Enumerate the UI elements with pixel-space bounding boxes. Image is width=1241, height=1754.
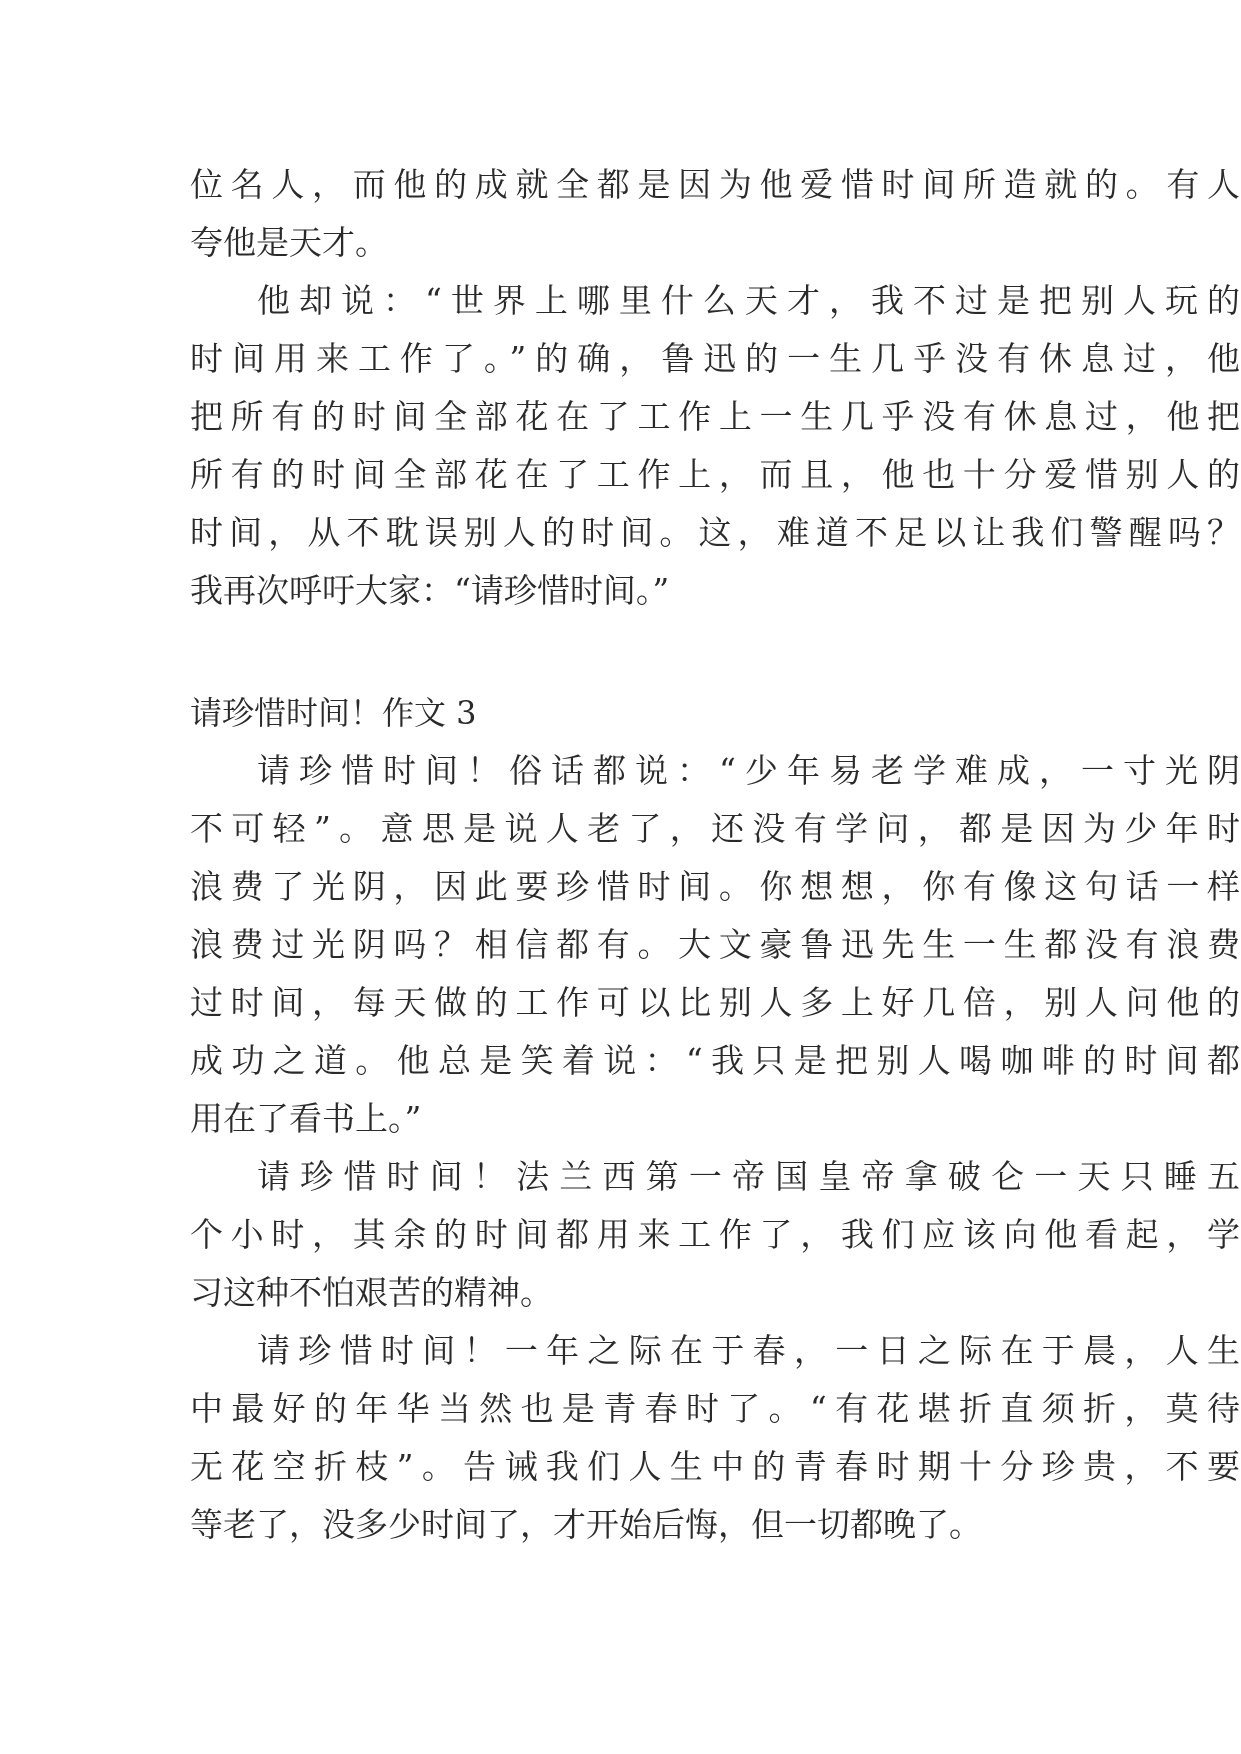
paragraph3-line: 用在了看书上。” [190, 1099, 422, 1138]
paragraph4-line: 请珍惜时间！法兰西第一帝国皇帝拿破仑一天只睡五 [257, 1157, 1240, 1196]
paragraph5-line: 中最好的年华当然也是青春时了。“有花堪折直须折，莫待 [190, 1389, 1240, 1428]
paragraph4-line: 个小时，其余的时间都用来工作了，我们应该向他看起，学 [190, 1215, 1240, 1254]
paragraph5-line: 请珍惜时间！一年之际在于春，一日之际在于晨，人生 [257, 1331, 1240, 1370]
paragraph1-line: 夸他是天才。 [190, 223, 388, 262]
paragraph5-line: 等老了，没多少时间了，才开始后悔，但一切都晚了。 [190, 1505, 982, 1544]
paragraph3-line: 成功之道。他总是笑着说：“我只是把别人喝咖啡的时间都 [190, 1041, 1240, 1080]
paragraph4-line: 习这种不怕艰苦的精神。 [190, 1273, 553, 1312]
paragraph3-line: 过时间，每天做的工作可以比别人多上好几倍，别人问他的 [190, 983, 1240, 1022]
paragraph2-line: 时间，从不耽误别人的时间。这，难道不足以让我们警醒吗？ [190, 513, 1240, 552]
paragraph2-line: 我再次呼吁大家：“请珍惜时间。” [190, 571, 670, 610]
section-heading: 请珍惜时间！作文 3 [190, 694, 477, 732]
paragraph2-line: 时间用来工作了。”的确，鲁迅的一生几乎没有休息过，他 [190, 339, 1240, 378]
paragraph3-line: 请珍惜时间！俗话都说：“少年易老学难成，一寸光阴 [257, 751, 1240, 790]
paragraph2-line: 把所有的时间全部花在了工作上一生几乎没有休息过，他把 [190, 397, 1240, 436]
paragraph2-line: 他却说：“世界上哪里什么天才，我不过是把别人玩的 [257, 281, 1240, 320]
paragraph3-line: 不可轻”。意思是说人老了，还没有学问，都是因为少年时 [190, 809, 1240, 848]
paragraph2-line: 所有的时间全部花在了工作上，而且，他也十分爱惜别人的 [190, 455, 1240, 494]
paragraph5-line: 无花空折枝”。告诫我们人生中的青春时期十分珍贵，不要 [190, 1447, 1240, 1486]
paragraph1-line: 位名人，而他的成就全都是因为他爱惜时间所造就的。有人 [190, 165, 1240, 204]
paragraph3-line: 浪费过光阴吗？相信都有。大文豪鲁迅先生一生都没有浪费 [190, 925, 1240, 964]
paragraph3-line: 浪费了光阴，因此要珍惜时间。你想想，你有像这句话一样 [190, 867, 1240, 906]
